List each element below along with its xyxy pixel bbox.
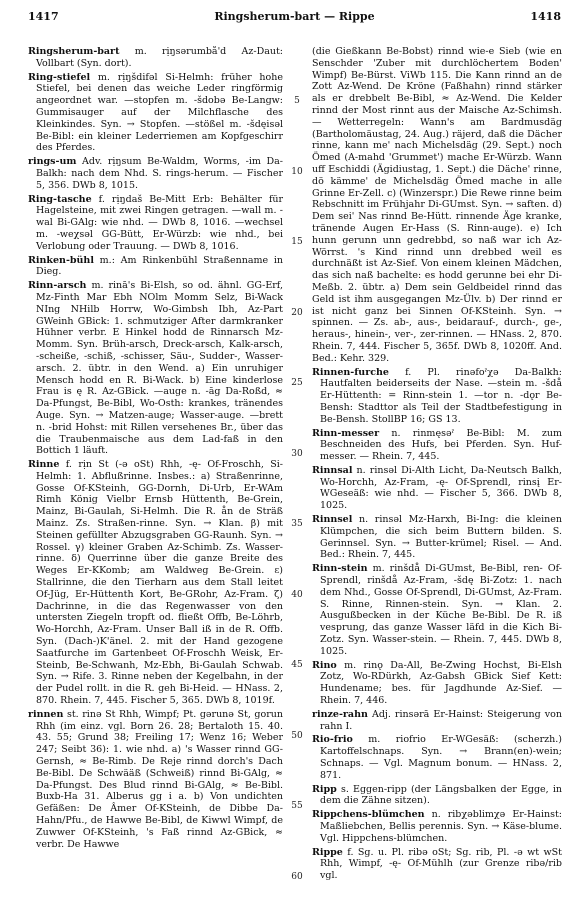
entry-text: m. rịŋsərumbå'd Az-Daut: Vollbart (Syn. dort). <box>36 46 283 69</box>
entry-headword: Rinnsel <box>312 514 353 526</box>
entry-text: m. rinǫ Da-All, Be-Zwing Hochst, Bi-Elsh Zotz, Wo-RDürkh, Az-Gabsh GBick Sief Kett: Hundename; bes. für Jagdhunde Az-Sief. — Rhein. 7, 446. <box>320 659 562 707</box>
entry-headword: rinze-rahn <box>312 708 368 720</box>
page-number-left: 1417 <box>28 10 59 23</box>
entry-text: Adj. rinsərā Er-Hainst: Steigerung von rahn I. <box>320 708 562 732</box>
line-number-gutter <box>286 46 310 896</box>
dictionary-entry <box>28 156 283 191</box>
entry-text: n. ribχəblimχə Er-Hainst: Maßliebchen, Bellis perennis. Syn. → Käse-blume. Vgl. Hippchens-blümchen. <box>320 809 562 844</box>
entry-text: m. rinā's Bi-Elsh, so od. ähnl. GG-Erf, Mz-Finth Mar Ebh NOlm Momm Selz, Bi-Wack NIng NHilb Horrw, Wo-Gimbsh Ibh, Az-Part GWeinh GBick: 1. schmutziger After darmkranker Hühner verbr. E Hinkel hodd de Rinnarsch Mz-Momm. Syn. Brüh-arsch, Dreck-arsch, Kalk-arsch, -scheiße, -schiß, -schisser, Säu-, Sudder-, Wasser-arsch. 2. übtr. in den Wend. a) Ein unruhiger Mensch hodd en R. Bi-Wack. b) Eine kinderlose Frau is ę R. Az-GBick. —auge n. -āg Da-Roßd, ≈ Da-Pfungst, Be-Bibl, Wo-Osth: krankes, tränendes Auge. Syn. → Matzen-auge; Wasser-auge. —brett n. -brid Hohst: mit Rillen versehenes Br., über das die Traubenmaische aus dem Lad-faß in den Bottich 1 läuft. <box>36 280 283 457</box>
entry-text: st. rinə St Rhh, Wimpf; Pt. gərunə St, gorun Rhh (im einz. vgl. Born 26. 28; Bertaloth 15. 40. 43. 55; Grund 38; Freiling 17; Wenz 16; Weber 247; Seibt 36): 1. wie nhd. a) 's Wasser rinnd GG-Gernsh, ≈ Be-Rimb. De Reje rinnd dorch's Dach Be-Bibl. De Schwääß (Schweiß) rinnd Bi-GAlg, ≈ Da-Pfungst. Des Blud rinnd Bi-GAlg, ≈ Be-Bibl. Buxb-Ha 31. Alberus gg i a. b) Von undichten Gefäßen: De Âmer Of-KSteinh, de Dibbe Da-Hahn/Pfu., de Hawwe Be-Bibl, de Kiwwl Wimpf, de Zuwwer Of-KSteinh, 's Faß rinnd Az-GBick, ≈ verbr. De Hawwe <box>36 708 283 850</box>
entry-headword: Rinn-arsch <box>28 280 87 292</box>
entry-headword: Rinn-messer <box>312 427 380 439</box>
line-number: 55 <box>291 801 303 811</box>
entry-text: f. rịn St (-ə oSt) Rhh, -ę- Of-Froschh, Si-Helmh: 1. Abflußrinne. Insbes.: a) Straßenrinne, Gosse Of-KSteinh, GG-Dornh, Di-Urb, Er-WAm Rimh König Vielbr Ernsb Hüttenth, Be-Grein, Mainz, Bi-Gaulah, Si-Helmh. Die R. ån de Sträß Mainz. Zs. Straßen-rinne. Syn. → Klan. β) mit Steinen gefüllter Abzugsgraben GG-Raunh. Syn. → Rossel. γ) kleiner Graben Az-Schimb. Zs. Wasser-rinne. δ) Querrinne über die ganze Breite des Weges Er-KKomb; am Waldweg Be-Grein. ε) Stallrinne, die den Tierharn aus dem Stall leitet Of-Jüg, Er-Hüttenth Kort, Be-GRohr, Az-Fram. ζ) Dachrinne, in die das Regenwasser von den untersten Ziegeln tropft od. fließt Offb, Be-Löhrb, Wo-Horchh, Az-Fram. Unser Ball iß in de R. Offb. Syn. (Dach-)K'änel. 2. mit der Hand gezogene Saatfurche im Gartenbeet Of-Froschh Weisk, Er-Steinb, Be-Schwanh, Mz-Ebh, Bi-Gaulah Schwab. Syn. → Rife. 3. Rinne neben der Kegelbahn, in der der Pudel rollt. in die R. geh Bi-Heid. — HNass. 2, 870. Rhein. 7, 445. Fischer 5, 365. DWb 8, 1019f. <box>36 459 283 707</box>
line-number: 15 <box>291 237 303 247</box>
line-number: 5 <box>294 96 300 106</box>
dictionary-entry <box>312 847 562 882</box>
dictionary-entry <box>312 563 562 657</box>
running-title: Ringsherum-bart — Rippe <box>214 10 375 23</box>
dictionary-entry <box>312 46 562 365</box>
entry-headword: Rinnen-furche <box>312 366 389 378</box>
dictionary-entry <box>28 709 283 851</box>
entry-text: f. Pl. rinəfoˀχə Da-Balkh: Hautfalten beiderseits der Nase. —stein m. -šdå Er-Hüttenth: = Rinn-stein 1. —tor n. -dǫr Be-Bensh: Stadttor als Teil der Stadtbefestigung in Be-Bensh. StollBP 16; GS 13. <box>320 366 562 425</box>
entry-headword: Rinne <box>28 459 60 471</box>
entry-text: f. rịŋdaš Be-Mitt Erb: Behälter für Hagelsteine, mit zwei Ringen getragen. —wall m. -wal Bi-GAlg: wie nhd. — DWb 8, 1016. —wechsel m. -weχsəl GG-Bütt, Er-Würzb: wie nhd., bei Verlobung oder Trauung. — DWb 8, 1016. <box>36 193 283 252</box>
dictionary-entry <box>312 784 562 808</box>
entry-text: m. rịŋšdifəl Si-Helmh: früher hohe Stiefel, bei denen das weiche Leder ringförmig angeordnet war. —stopfen m. -šdobə Be-Langw: Gummisauger auf der Milchflasche des Kleinkindes. Syn. → Stopfen. —stößel m. -šdęisəl Be-Bibl: ein kleiner Lederriemen am Kopfgeschirr des Pferdes. <box>36 71 283 154</box>
entry-headword: Rinn-stein <box>312 563 368 575</box>
page-header <box>28 10 561 30</box>
entry-text: m. riofrio Er-WGesäß: (scherzh.) Kartoffelschnaps. Syn. → Brann(en)-wein; Schnaps. — Vgl. Magnum bonum. — HNass. 2, 871. <box>320 734 562 781</box>
line-number: 30 <box>291 448 303 459</box>
entry-headword: Ringsherum-bart <box>28 46 120 57</box>
entry-headword: Rino <box>312 659 337 671</box>
entry-headword: rings-um <box>28 156 77 168</box>
dictionary-entry <box>312 734 562 781</box>
line-number: 50 <box>291 730 303 741</box>
line-number: 35 <box>291 519 303 529</box>
entry-headword: Rippe <box>312 846 343 858</box>
entry-text: m. rinšdå Di-GUmst, Be-Bibl, ren- Of-Sprendl, rinšdå Az-Fram, -šdę Bi-Zotz: 1. nach dem Nhd., Gosse Of-Sprendl, Di-GUmst, Az-Fram. S. Rinne, Rinnen-stein. Syn. → Klan. 2. Ausgußbecken in der Küche Be-Bibl. De R. iß vesprung, das ganze Wasser läfd in die Kich Bi-Zotz. Syn. Wasser-stein. — Rhein. 7, 445. DWb 8, 1025. <box>320 563 562 657</box>
dictionary-entry <box>28 194 283 253</box>
entry-headword: Rinken-bühl <box>28 254 94 266</box>
entry-headword: Ring-tasche <box>28 193 92 205</box>
right-column <box>312 46 562 901</box>
line-number: 60 <box>291 871 303 882</box>
dictionary-entry <box>28 46 283 70</box>
entry-text: Adv. rịŋsum Be-Waldm, Worms, -im Da-Balkh: nach dem Nhd. S. rings-herum. — Fischer 5, 356. DWb 8, 1015. <box>36 156 283 191</box>
page-number-right: 1418 <box>530 10 561 23</box>
left-column <box>28 46 283 901</box>
entry-headword: Rippchens-blümchen <box>312 809 425 821</box>
dictionary-entry <box>28 255 283 279</box>
line-number: 20 <box>291 307 303 318</box>
entry-text: n. rinmęsəˀ Be-Bibl: M. zum Beschneiden des Hufs, bei Pferden. Syn. Huf-messer. — Rhein. 7, 445. <box>320 427 562 463</box>
entry-text: (die Gießkann Be-Bobst) rinnd wie-e Sieb (wie en Senschder 'Zuber mit durchlöchertem Boden' Wimpf) Be-Bürst. ViWb 115. Die Kann rinnd an de Zott Az-Wend. De Kröne (Faßhahn) rinnd stärker als er drebbelt Be-Bibl, ≈ Az-Wend. Die Kelder rinnd der Most rinnt aus der Maische Az-Schimsh. — Wetterregeln: Wann's am Bardmusdäg (Bartholomäustag, 24. Aug.) räjerd, daß die Dächer rinne, kann me' nach Michelsdäg (29. Sept.) noch Ömed (A-mahd 'Grummet') mache Er-Würzb. Wann uff Eschiddi (Ägidiustag, 1. Sept.) die Däche' rinne, dö kämme' de Michelsdäg Ömed mache in alle Grinne Er-Zell. c) (Winzerspr.) Die Rewe rinne beim Rebschnitt im Frühjahr Di-GUmst. Syn. → saften. d) Dem sei' Nas rinnd Be-Hütt. rinnende Äge kranke, tränende Augen Er-Hass (S. Rinn-auge). e) Ich hunn gerunn unn gedrebbd, so naß war ich Az-Wörrst. 's Kind rinnd unn drebbed weil es durchnäßt ist Az-Sief. Von einem kleinen Mädchen, das sich naß bachelte: es hodd gerunne bei ehr Di-Meßb. 2. übtr. a) Dem sein Geldbeidel rinnd das Geld ist ihm ausgegangen Mz-Ülv. b) Der rinnd er ist nicht ganz bei Sinnen Of-KSteinh. Syn. → spinnen. — Zs. ab-, aus-, beidarauf-, durch-, ge-, heraus-, hinein-, ver-, zer-rinnen. — HNass. 2, 870. Rhein. 7, 444. Fischer 5, 365f. DWb 8, 1020ff. And. Bed.: Kehr. 329. <box>312 46 562 364</box>
entry-text: f. Sg. u. Pl. ribə oSt; Sg. rib, Pl. -ə wt wSt Rhh, Wimpf, -ę- Of-Mühlh (zur Grenze ribə/rib vgl. <box>320 846 562 882</box>
dictionary-entry <box>312 709 562 733</box>
line-number: 40 <box>291 589 303 600</box>
dictionary-entry <box>312 809 562 844</box>
entry-headword: Ring-stiefel <box>28 71 91 83</box>
line-number: 10 <box>291 166 303 177</box>
entry-headword: rinnen <box>28 708 64 720</box>
line-number: 45 <box>291 660 303 670</box>
entry-headword: Rio-frio <box>312 734 353 746</box>
entry-text: m.: Am Rinkenbühl Straßenname in Dieg. <box>36 254 283 278</box>
dictionary-entry <box>312 428 562 463</box>
dictionary-entry <box>28 280 283 457</box>
dictionary-entry <box>28 459 283 707</box>
entry-headword: Rinnsal <box>312 464 353 476</box>
entry-headword: Ripp <box>312 783 337 795</box>
entry-text: n. rinsəl Mz-Harxh, Bi-Ing: die kleinen Klümpchen, die sich beim Buttern bilden. S. Gerinnsel. Syn. → Butter-krümel; Risel. — And. Bed.: Rhein. 7, 445. <box>320 514 562 561</box>
dictionary-entry <box>312 660 562 707</box>
dictionary-entry <box>312 465 562 512</box>
entry-text: n. rinsəl Di-Alth Licht, Da-Neutsch Balkh, Wo-Horchh, Az-Fram, -ę- Of-Sprendl, rinsį Er-WGeseäß: wie nhd. — Fischer 5, 366. DWb 8, 1025. <box>320 464 562 512</box>
entry-text: s. Eggen-ripp (der Längsbalken der Egge, in dem die Zähne sitzen). <box>320 783 562 807</box>
line-number: 25 <box>291 378 303 388</box>
dictionary-entry <box>312 514 562 561</box>
dictionary-entry <box>28 72 283 155</box>
dictionary-entry <box>312 367 562 426</box>
